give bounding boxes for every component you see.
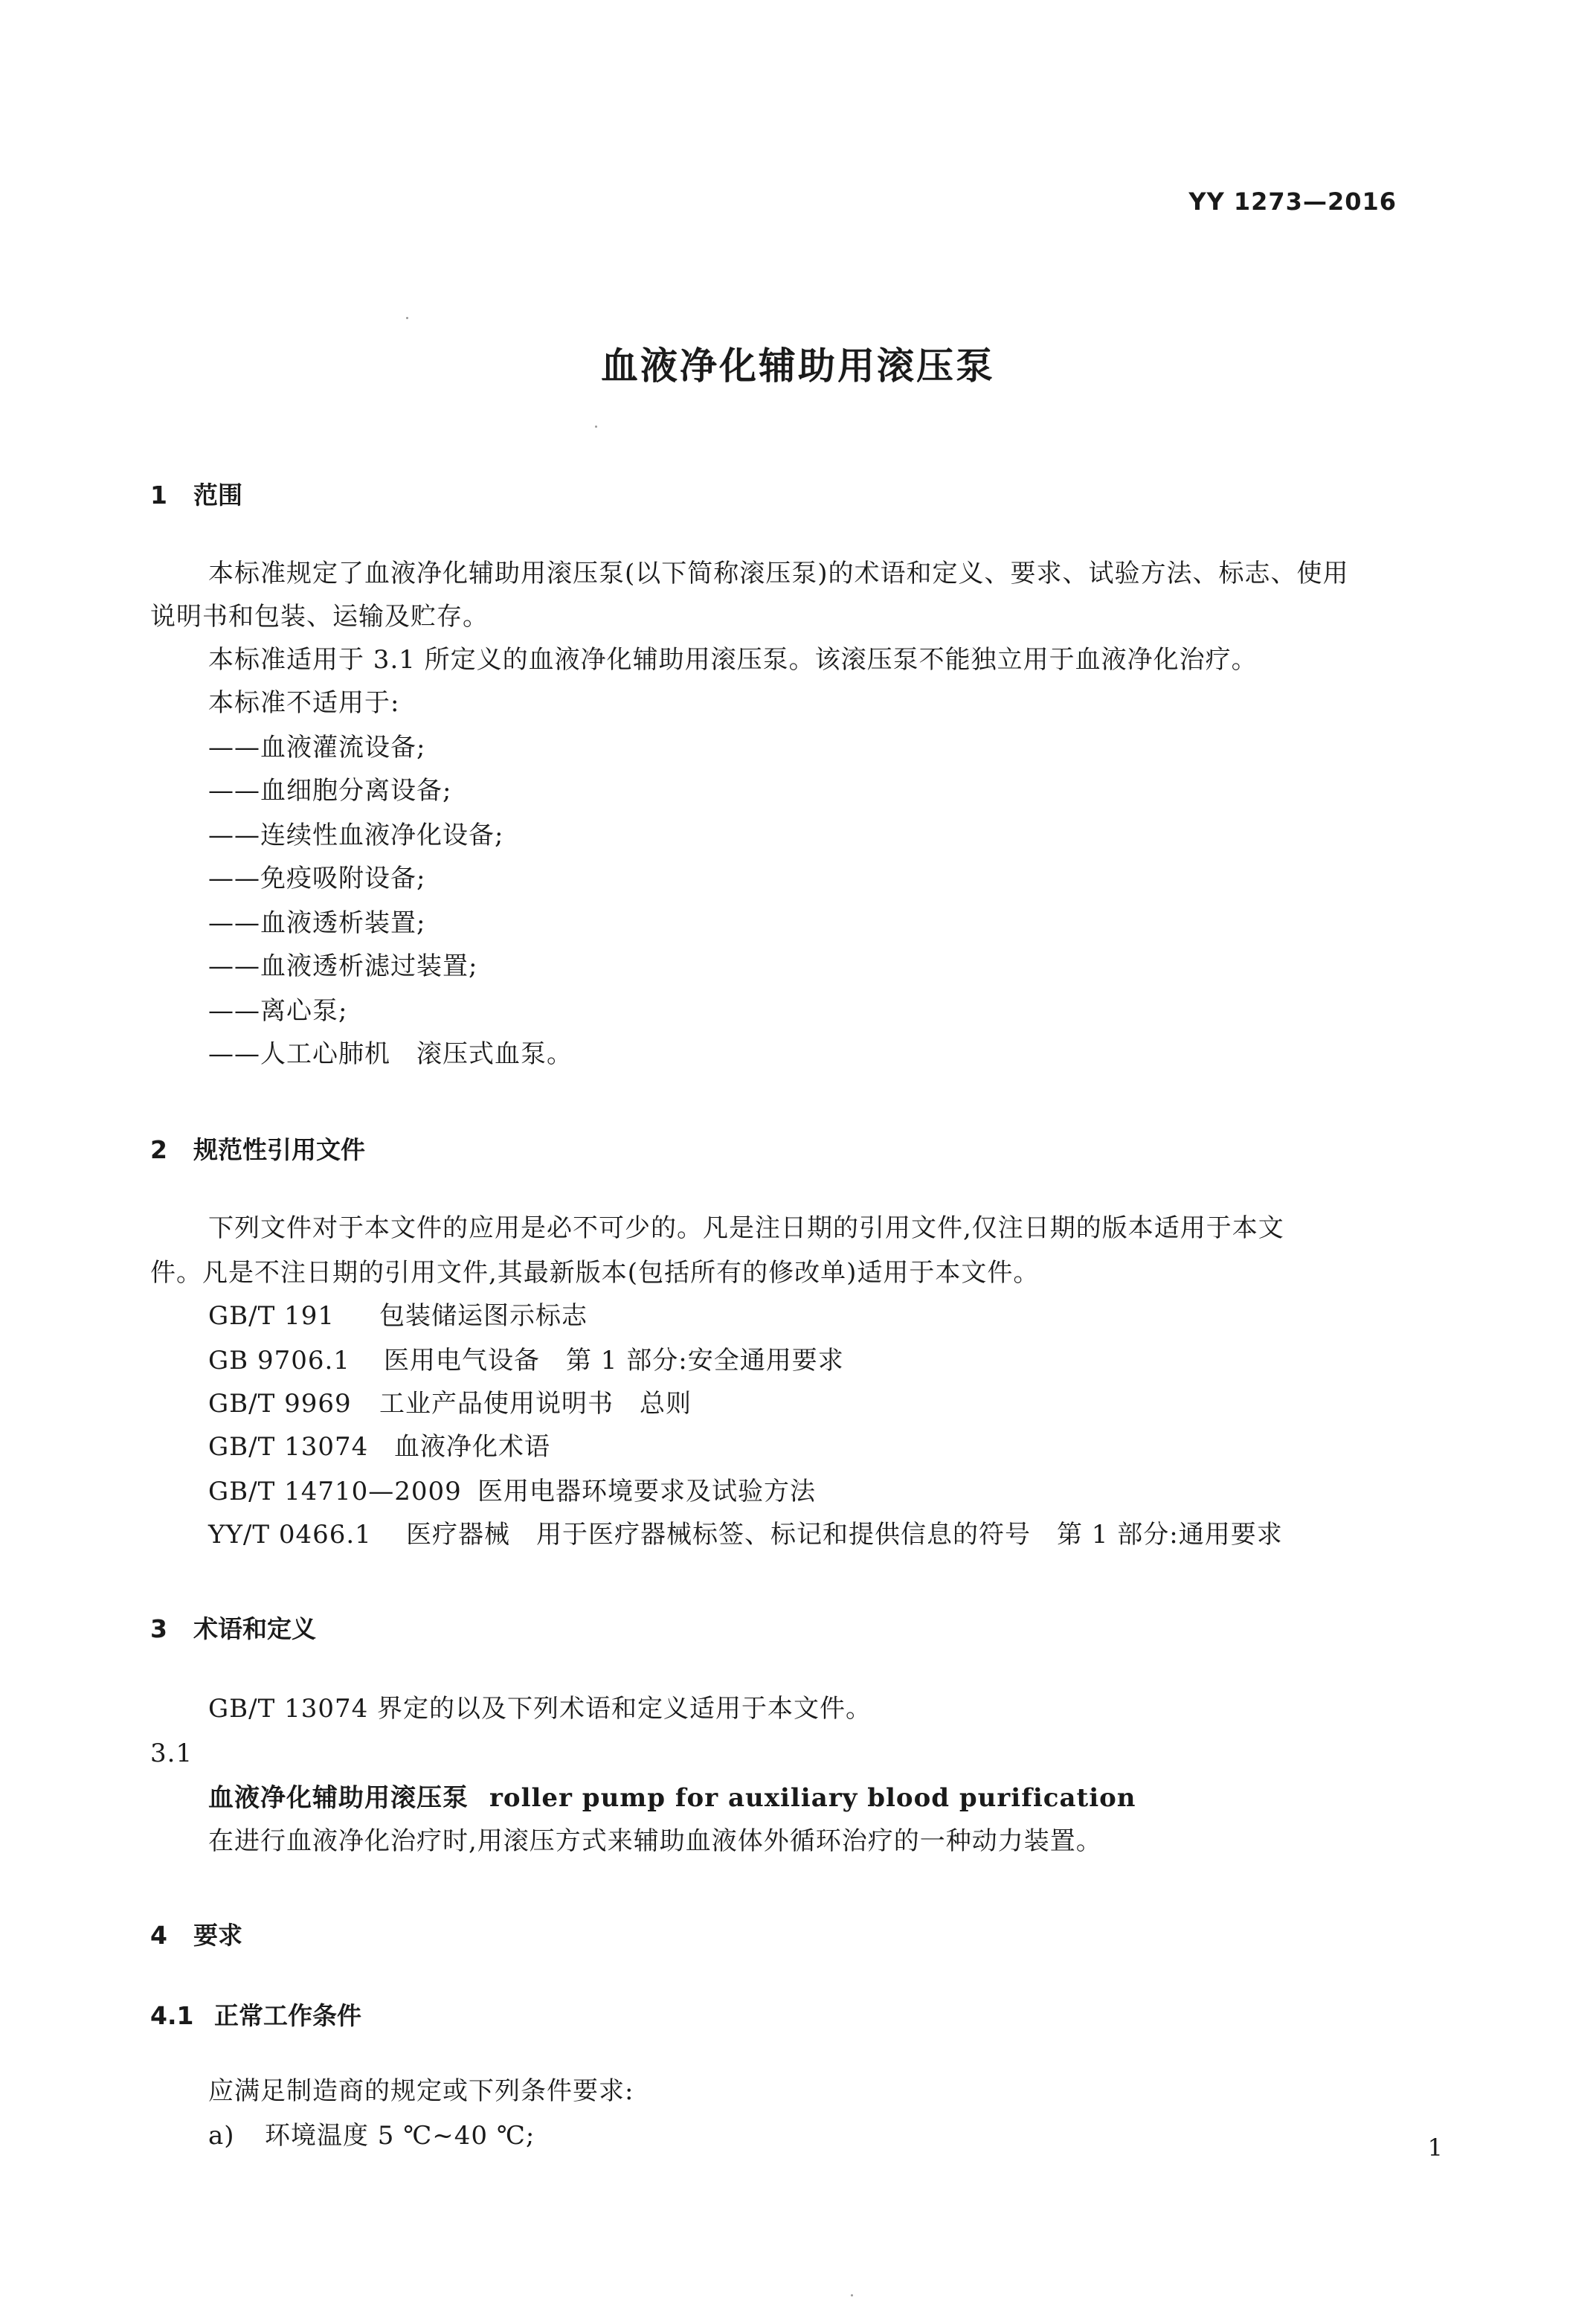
- subsection-4-1-heading: [150, 1997, 361, 2032]
- paragraph: 本标准不适用于:: [208, 688, 400, 718]
- term-entry: [208, 1781, 1136, 1815]
- section-title: 范围: [193, 481, 242, 510]
- paragraph: GB/T 13074 界定的以及下列术语和定义适用于本文件。: [208, 1694, 872, 1724]
- paragraph: 下列文件对于本文件的应用是必不可少的。凡是注日期的引用文件,仅注日期的版本适用于本文: [208, 1213, 1284, 1243]
- term-english: roller pump for auxiliary blood purification: [489, 1783, 1136, 1813]
- paragraph: 本标准规定了血液净化辅助用滚压泵(以下简称滚压泵)的术语和定义、要求、试验方法、标志、使用: [208, 559, 1349, 588]
- section-number: 1: [150, 481, 167, 510]
- section-number: 2: [150, 1135, 167, 1164]
- paragraph: 件。凡是不注日期的引用文件,其最新版本(包括所有的修改单)适用于本文件。: [150, 1258, 1040, 1288]
- section-number: 3: [150, 1614, 167, 1643]
- reference-title: 包装储运图示标志: [379, 1301, 588, 1331]
- list-item: ——血液透析滤过装置;: [208, 951, 478, 981]
- list-item: ——血液透析装置;: [208, 908, 426, 938]
- reference-code: GB/T 13074: [208, 1432, 369, 1462]
- section-1-heading: [150, 476, 242, 511]
- reference-item: [208, 1474, 816, 1509]
- list-item: ——血细胞分离设备;: [208, 776, 452, 806]
- list-item: ——血液灌流设备;: [208, 733, 426, 763]
- list-item: [208, 2119, 535, 2153]
- reference-item: [208, 1387, 692, 1421]
- list-label: a): [208, 2121, 235, 2151]
- reference-title: 工业产品使用说明书 总则: [379, 1389, 692, 1419]
- section-title: 要求: [193, 1921, 242, 1950]
- scan-speck: [406, 317, 408, 319]
- scan-speck: [851, 2294, 853, 2296]
- reference-code: GB 9706.1: [208, 1346, 350, 1375]
- reference-item: [208, 1430, 550, 1464]
- page-number: 1: [1427, 2134, 1443, 2162]
- section-2-heading: [150, 1131, 365, 1166]
- section-4-heading: [150, 1916, 242, 1951]
- list-item: ——连续性血液净化设备;: [208, 821, 504, 850]
- reference-item: [208, 1518, 1283, 1552]
- section-title: 规范性引用文件: [193, 1135, 365, 1164]
- reference-code: YY/T 0466.1: [208, 1520, 372, 1550]
- paragraph: 说明书和包装、运输及贮存。: [150, 602, 489, 632]
- subsection-number: 4.1: [150, 2001, 194, 2030]
- subsection-title: 正常工作条件: [214, 2001, 361, 2030]
- scan-speck: [595, 426, 597, 428]
- reference-item: [208, 1299, 588, 1333]
- section-number: 4: [150, 1921, 167, 1950]
- reference-title: 血液净化术语: [394, 1432, 550, 1462]
- term-definition: 在进行血液净化治疗时,用滚压方式来辅助血液体外循环治疗的一种动力装置。: [208, 1826, 1102, 1856]
- reference-title: 医用电气设备 第 1 部分:安全通用要求: [384, 1346, 844, 1375]
- standard-number: YY 1273—2016: [1188, 187, 1397, 216]
- section-3-heading: [150, 1610, 316, 1645]
- reference-title: 医用电器环境要求及试验方法: [477, 1477, 816, 1506]
- reference-code: GB/T 14710—2009: [208, 1477, 462, 1506]
- section-title: 术语和定义: [193, 1614, 316, 1643]
- reference-item: [208, 1344, 844, 1378]
- paragraph: 应满足制造商的规定或下列条件要求:: [208, 2076, 634, 2106]
- term-number: 3.1: [150, 1739, 193, 1768]
- list-item: ——免疫吸附设备;: [208, 864, 426, 893]
- list-item: ——离心泵;: [208, 996, 348, 1026]
- document-title: 血液净化辅助用滚压泵: [601, 344, 995, 388]
- reference-title: 医疗器械 用于医疗器械标签、标记和提供信息的符号 第 1 部分:通用要求: [406, 1520, 1283, 1550]
- paragraph: 本标准适用于 3.1 所定义的血液净化辅助用滚压泵。该滚压泵不能独立用于血液净化治疗。: [208, 645, 1258, 675]
- reference-code: GB/T 191: [208, 1301, 335, 1331]
- term-chinese: 血液净化辅助用滚压泵: [208, 1783, 469, 1813]
- list-item: ——人工心肺机 滚压式血泵。: [208, 1039, 573, 1069]
- reference-code: GB/T 9969: [208, 1389, 352, 1419]
- list-text: 环境温度 5 ℃~40 ℃;: [265, 2121, 535, 2151]
